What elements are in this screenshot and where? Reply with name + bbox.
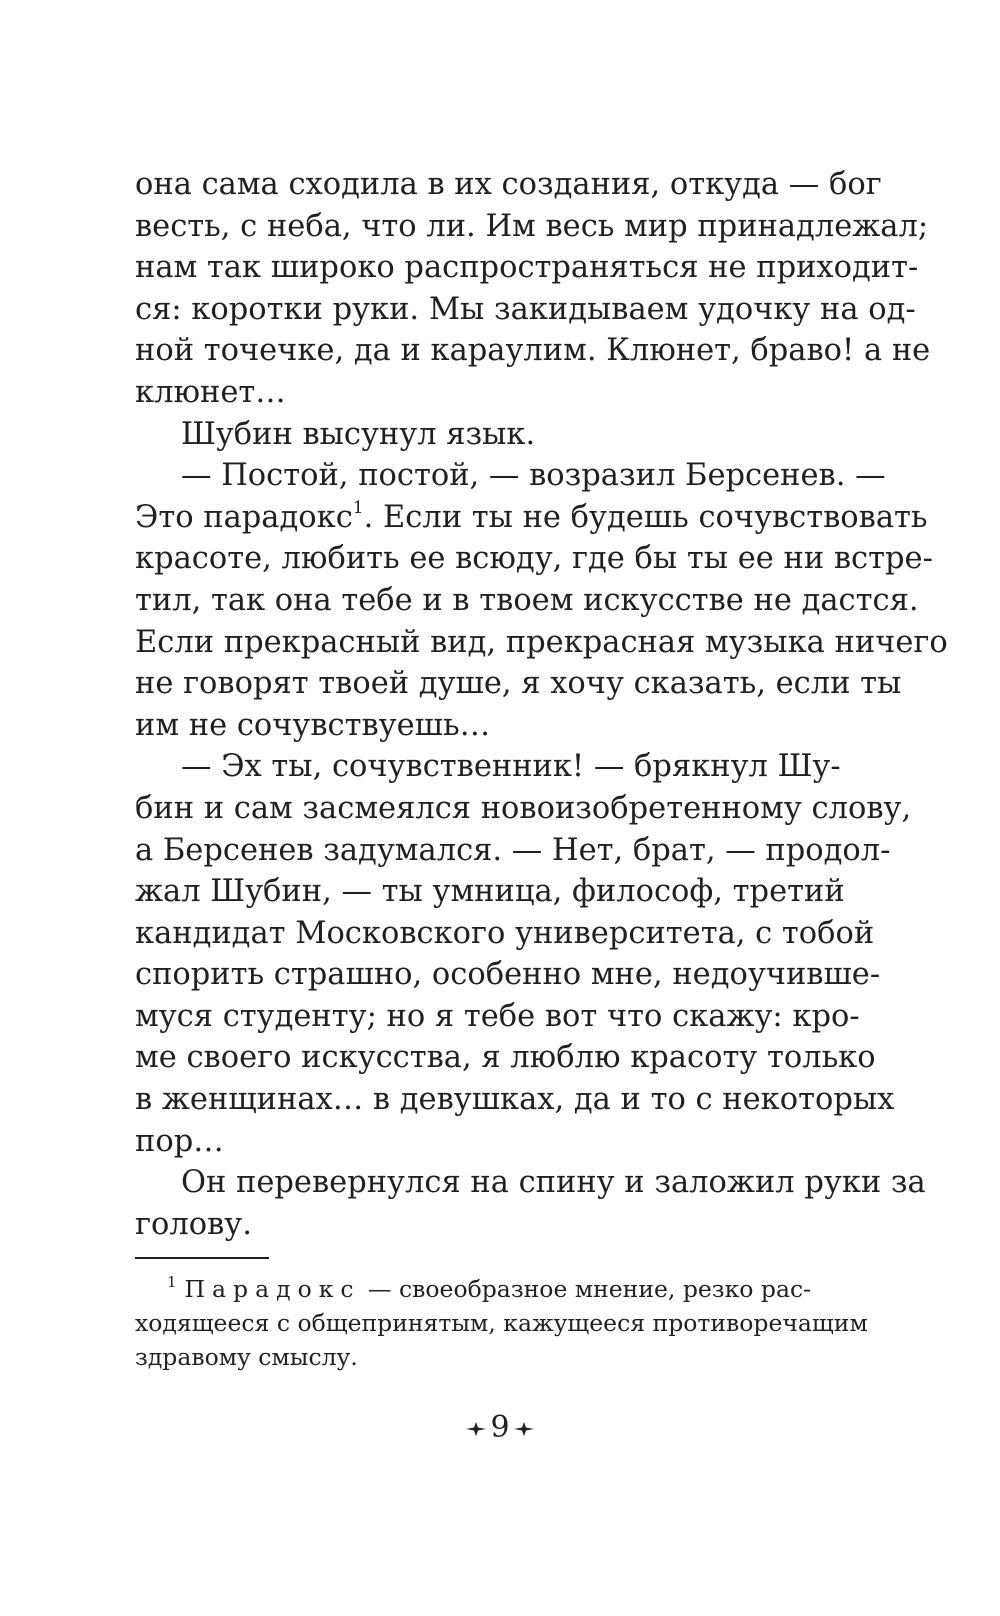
footnote-line: здравому смыслу.	[135, 1343, 358, 1371]
text-line: а Берсенев задумался. — Нет, брат, — продол-	[135, 832, 891, 868]
text-line: красоте, любить ее всюду, где бы ты ее ни встре-	[135, 541, 933, 577]
footnote-line	[135, 1272, 812, 1306]
footnote-term: Парадокс	[184, 1275, 361, 1303]
text-segment: Это парадокс	[135, 499, 353, 535]
text-line: Шубин высунул язык.	[181, 416, 536, 452]
text-line: клюнет…	[135, 374, 286, 410]
footnote	[135, 1272, 868, 1374]
footnote-line: ходящееся с общепринятым, кажущееся противоречащим	[135, 1309, 868, 1337]
text-line: муся студенту; но я тебе вот что скажу: кро-	[135, 998, 860, 1034]
text-line: не говорят твоей душе, я хочу сказать, если ты	[135, 666, 902, 702]
text-line: Он перевернулся на спину и заложил руки за	[181, 1165, 926, 1201]
text-line: ме своего искусства, я люблю красоту только	[135, 1040, 876, 1076]
main-text	[135, 164, 948, 1245]
text-line: кандидат Московского университета, с тобой	[135, 915, 875, 951]
page-number-block	[0, 1408, 1000, 1448]
text-line: тил, так она тебе и в твоем искусстве не дастся.	[135, 582, 919, 618]
text-line: ной точечке, да и караулим. Клюнет, браво! а не	[135, 333, 931, 369]
footnote-number: 1	[167, 1273, 177, 1291]
text-line: весть, с неба, что ли. Им весь мир принадлежал;	[135, 208, 929, 244]
text-segment: . Если ты не будешь сочувствовать	[363, 499, 928, 535]
four-point-star-icon	[466, 1422, 486, 1436]
text-line: ся: коротки руки. Мы закидываем удочку на од-	[135, 291, 916, 327]
text-line: пор…	[135, 1123, 224, 1159]
footnote-text: — своеобразное мнение, резко рас-	[360, 1275, 812, 1303]
text-line: — Эх ты, сочувственник! — брякнул Шу-	[181, 749, 841, 785]
text-line: в женщинах… в девушках, да и то с некоторых	[135, 1082, 895, 1118]
four-point-star-icon	[514, 1422, 534, 1436]
text-line: голову.	[135, 1206, 252, 1242]
text-line: бин и сам засмеялся новоизобретенному слову,	[135, 790, 912, 826]
text-line: жал Шубин, — ты умница, философ, третий	[135, 874, 845, 910]
page-number: 9	[490, 1410, 510, 1445]
footnote-divider	[135, 1257, 269, 1259]
text-line: нам так широко распространяться не приходит-	[135, 250, 919, 286]
text-line: спорить страшно, особенно мне, недоучивше-	[135, 957, 881, 993]
text-line-with-footnote-ref	[135, 497, 928, 539]
text-line: — Постой, постой, — возразил Берсенев. —	[181, 458, 886, 494]
footnote-reference[interactable]: 1	[352, 497, 364, 518]
text-line: им не сочувствуешь…	[135, 707, 491, 743]
text-line: Если прекрасный вид, прекрасная музыка ничего	[135, 624, 948, 660]
text-line: она сама сходила в их создания, откуда — бог	[135, 167, 882, 202]
